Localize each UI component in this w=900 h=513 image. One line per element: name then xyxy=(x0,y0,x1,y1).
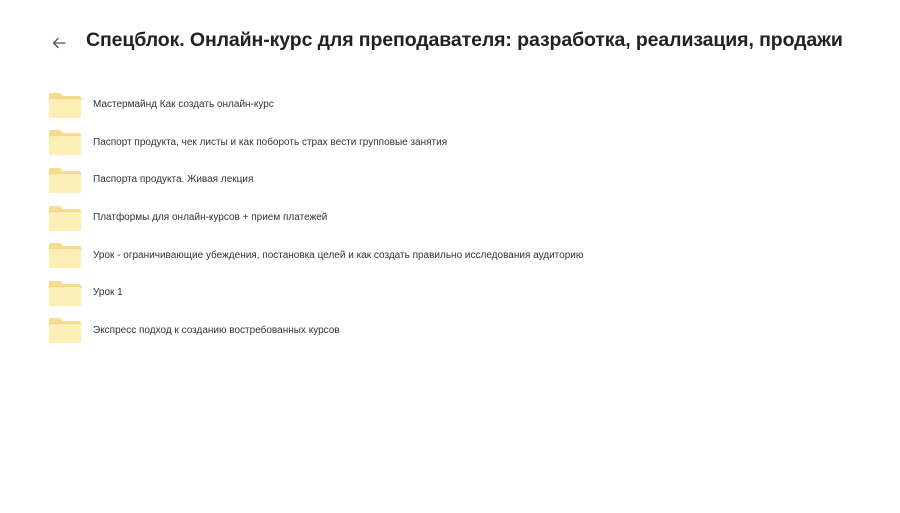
folder-item[interactable] xyxy=(46,236,866,274)
folder-icon xyxy=(48,316,82,344)
header xyxy=(0,26,900,60)
folder-label: Платформы для онлайн-курсов + прием платежей xyxy=(93,212,328,224)
back-button[interactable] xyxy=(46,30,72,56)
folder-item[interactable] xyxy=(46,161,866,199)
folder-label: Паспорта продукта. Живая лекция xyxy=(93,174,254,186)
folder-label: Экспресс подход к созданию востребованных курсов xyxy=(93,324,340,336)
folder-label: Урок - ограничивающие убеждения, постановка целей и как создать правильно исследования аудиторию xyxy=(93,249,584,261)
folder-item[interactable] xyxy=(46,86,866,124)
folder-icon xyxy=(48,241,82,269)
folder-icon xyxy=(48,128,82,156)
folder-label: Урок 1 xyxy=(93,287,123,299)
folder-icon xyxy=(48,279,82,307)
folder-item[interactable] xyxy=(46,312,866,350)
folder-label: Мастермайнд Как создать онлайн-курс xyxy=(93,99,274,111)
folder-list xyxy=(46,86,866,349)
folder-item[interactable] xyxy=(46,199,866,237)
folder-icon xyxy=(48,91,82,119)
folder-item[interactable] xyxy=(46,274,866,312)
folder-icon xyxy=(48,166,82,194)
arrow-left-icon xyxy=(52,37,66,49)
folder-icon xyxy=(48,204,82,232)
folder-label: Паспорт продукта, чек листы и как побороть страх вести групповые занятия xyxy=(93,136,448,148)
folder-item[interactable] xyxy=(46,124,866,162)
page-title: Спецблок. Онлайн-курс для преподавателя: разработка, реализация, продажи xyxy=(86,29,843,51)
